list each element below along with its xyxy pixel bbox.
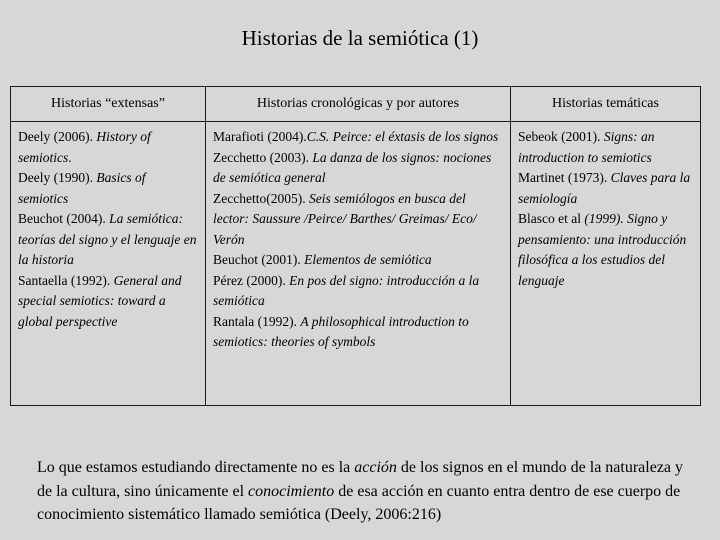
reference-entry: Pérez (2000). En pos del signo: introducción a la semiótica xyxy=(213,272,480,308)
reference-entry: Rantala (1992). A philosophical introduction to semiotics: theories of symbols xyxy=(213,313,469,349)
reference-entry: Blasco et al (1999). Signo y pensamiento: una introducción filosófica a los estudios del lenguaje xyxy=(518,211,687,288)
thematic-histories-cell xyxy=(511,122,701,406)
table-body-row xyxy=(11,122,701,406)
chronological-histories-cell xyxy=(206,122,511,406)
reference-entry: Zecchetto (2003). La danza de los signos: nociones de semiótica general xyxy=(213,149,492,185)
reference-entry: Deely (2006). History of semiotics. xyxy=(18,129,151,165)
reference-entry: Sebeok (2001). Signs: an introduction to semiotics xyxy=(518,129,655,165)
reference-entry: Marafioti (2004).C.S. Peirce: el éxtasis de los signos xyxy=(213,129,499,144)
header-thematic-histories: Historias temáticas xyxy=(511,87,701,122)
header-chronological-histories: Historias cronológicas y por autores xyxy=(206,87,511,122)
extended-histories-cell xyxy=(11,122,206,406)
emphasis-conocimiento: conocimiento xyxy=(248,482,335,500)
definition-paragraph: Lo que estamos estudiando directamente no es la acción de los signos en el mundo de la naturaleza y de la cultura, sino únicamente el conocimiento de esa acción en cuanto entra dentro de ese cuerpo de conocimiento sistemático llamado semiótica (Deely, 2006:216) xyxy=(37,459,684,523)
table-header-row xyxy=(11,87,701,122)
header-extended-histories: Historias “extensas” xyxy=(11,87,206,122)
reference-entry: Santaella (1992). General and special semiotics: toward a global perspective xyxy=(18,272,182,329)
slide-title: Historias de la semiótica (1) xyxy=(241,26,479,50)
reference-entry: Martinet (1973). Claves para la semiología xyxy=(518,170,691,206)
reference-entry: Beuchot (2004). La semiótica: teorías del signo y el lenguaje en la historia xyxy=(18,211,197,267)
emphasis-accion: acción xyxy=(354,459,397,476)
reference-entry: Beuchot (2001). Elementos de semiótica xyxy=(213,252,432,267)
reference-entry: Deely (1990). Basics of semiotics xyxy=(18,170,146,206)
reference-entry: Zecchetto(2005). Seis semiólogos en busca del lector: Saussure /Peirce/ Barthes/ Greimas/ Eco/ Verón xyxy=(213,190,477,247)
histories-table xyxy=(10,86,701,406)
